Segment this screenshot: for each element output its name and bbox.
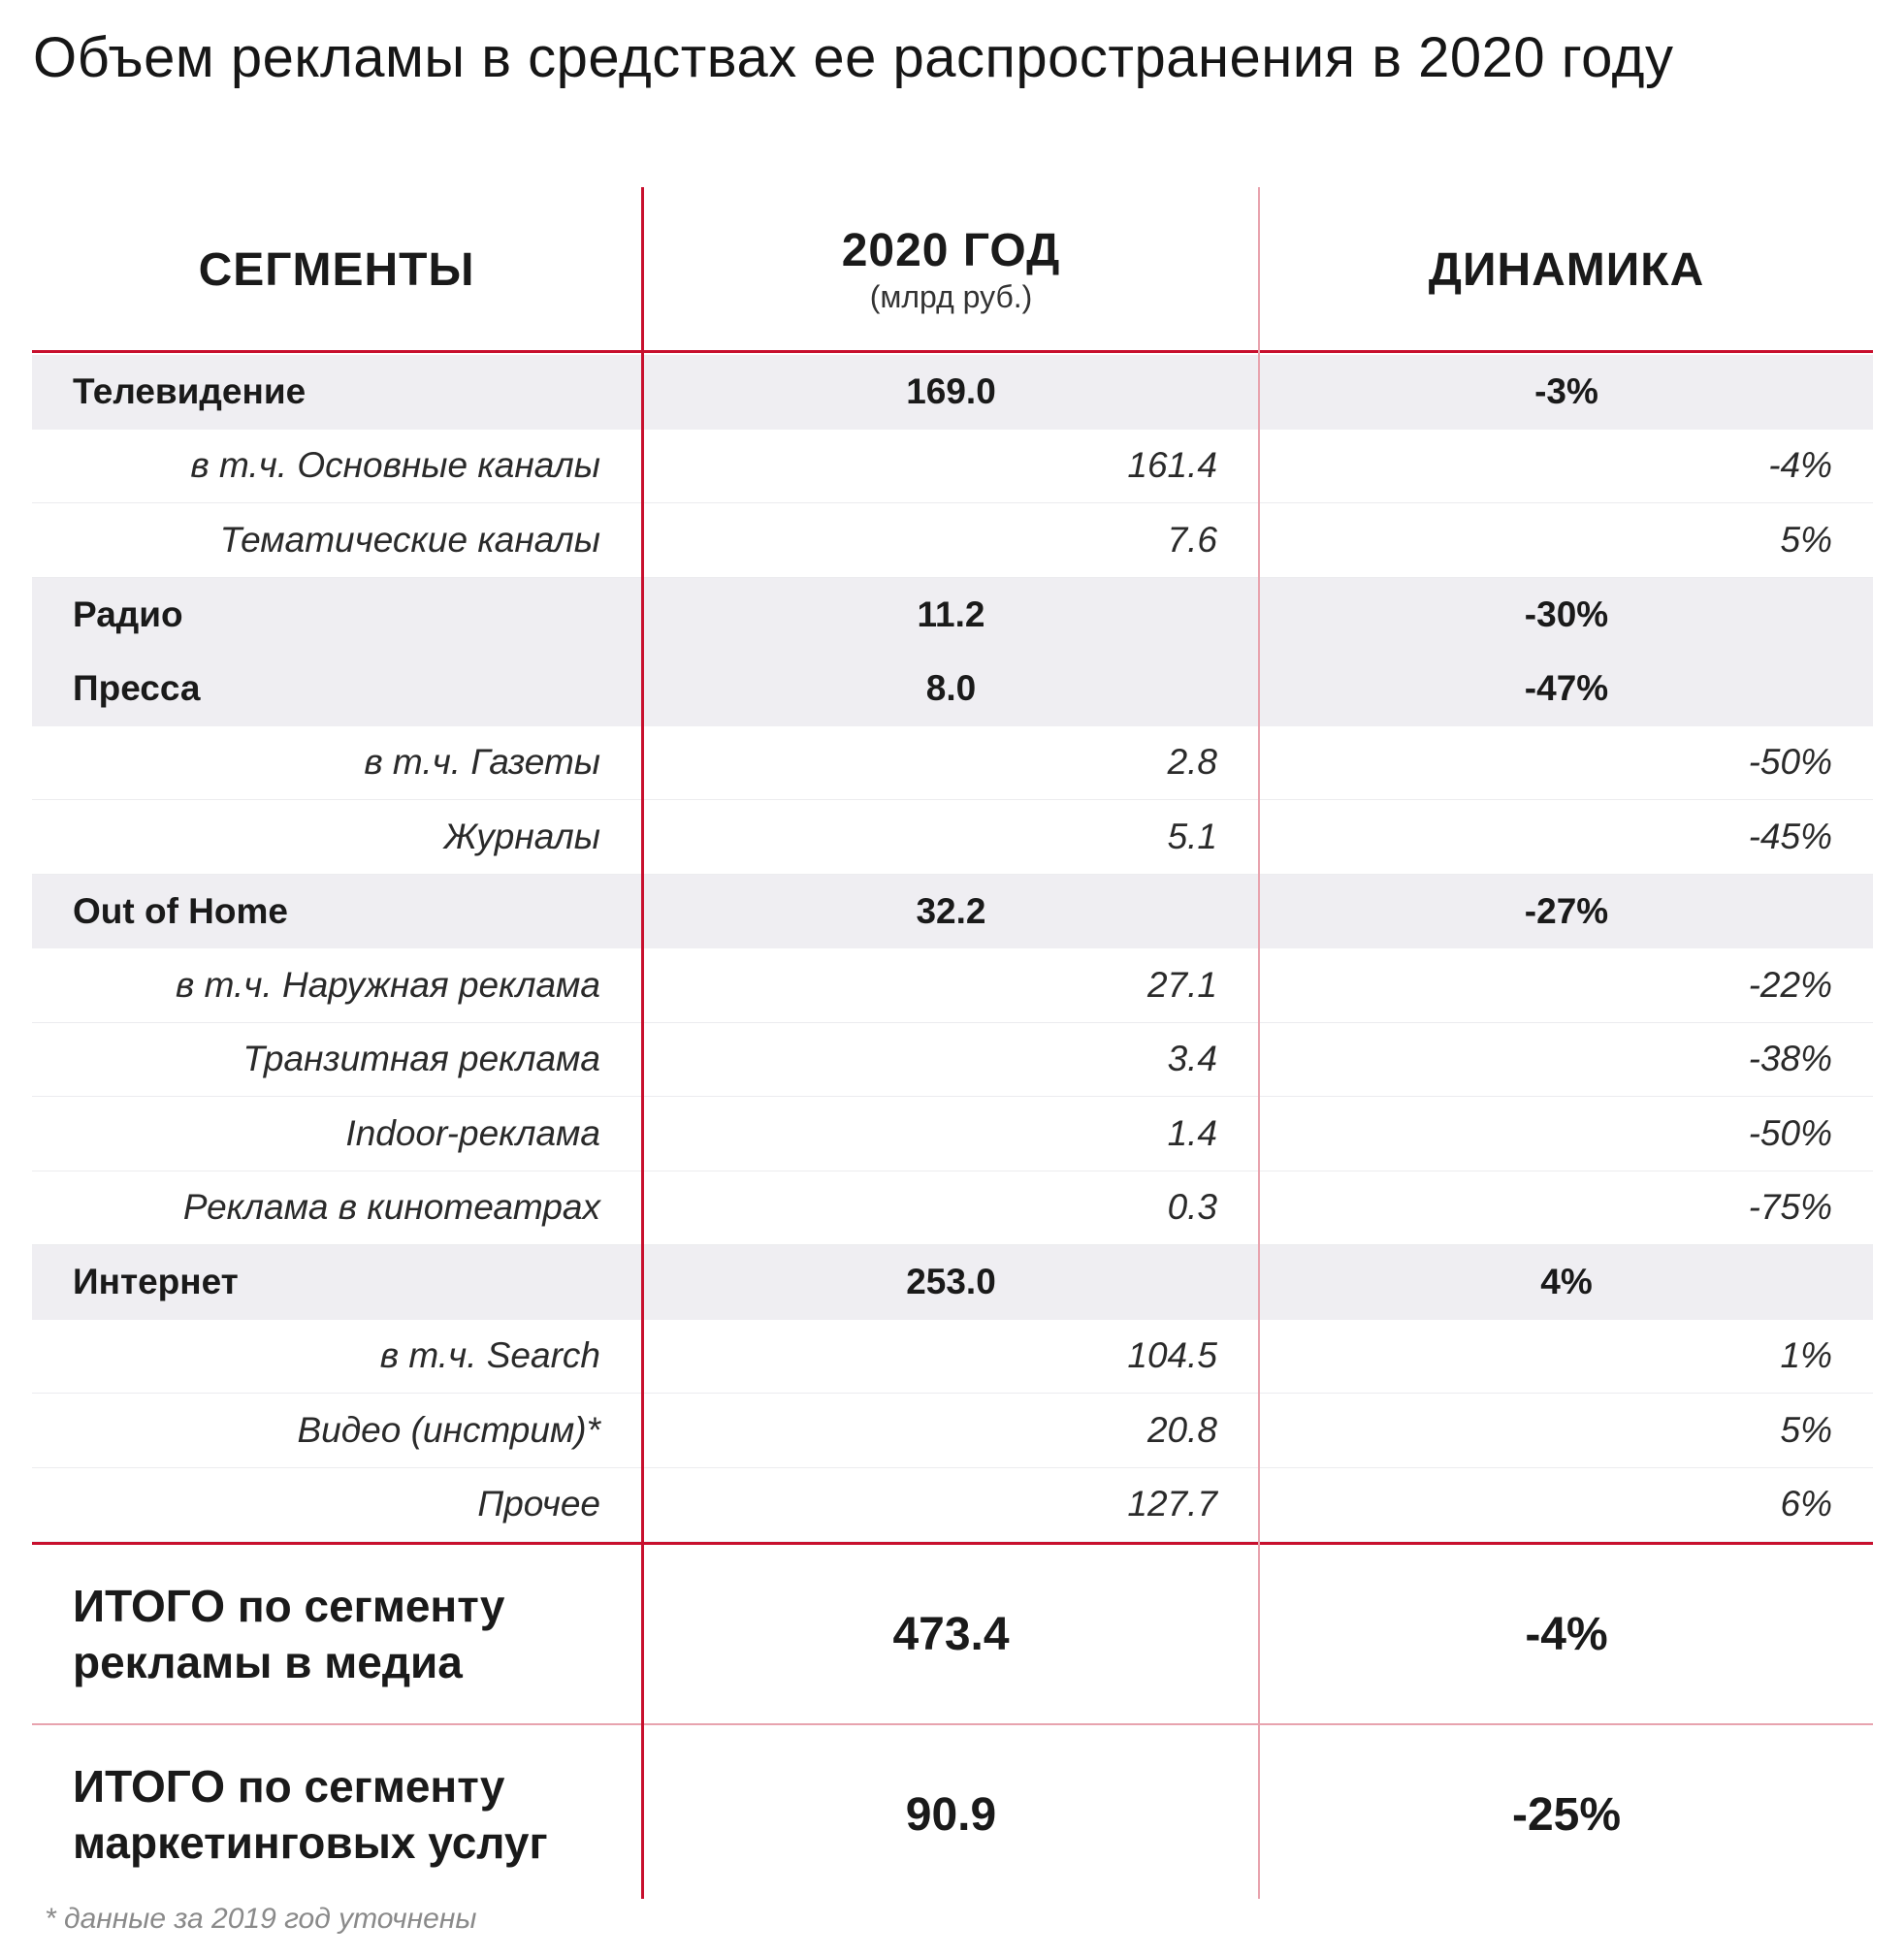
page-title: Объем рекламы в средствах ее распространения в 2020 году: [33, 26, 1674, 89]
row-label: Прочее: [477, 1484, 600, 1524]
row-value: 104.5: [1127, 1335, 1217, 1376]
header-year-unit: (млрд руб.): [869, 279, 1033, 314]
media-ad-table: [32, 187, 1873, 1894]
table-row-subsegment: [32, 1468, 1873, 1543]
row-value: 7.6: [1167, 519, 1217, 560]
row-label: Пресса: [73, 668, 201, 709]
row-value: 3.4: [1167, 1039, 1217, 1079]
row-dynamics: -38%: [1748, 1039, 1832, 1079]
total-row-marketing: [32, 1725, 1873, 1904]
row-label: Журналы: [443, 816, 600, 856]
row-dynamics: 1%: [1780, 1335, 1832, 1376]
row-value: 8.0: [925, 668, 977, 709]
row-label: Тематические каналы: [219, 519, 600, 560]
table-row-segment: [32, 875, 1873, 949]
total-media-value: 473.4: [892, 1608, 1010, 1660]
total-row-media: [32, 1545, 1873, 1723]
table-row-subsegment: [32, 726, 1873, 801]
total-marketing-label-line1: ИТОГО по сегменту: [73, 1761, 505, 1812]
row-dynamics: -75%: [1748, 1187, 1832, 1228]
row-dynamics: -4%: [1768, 445, 1832, 486]
table-row-subsegment: [32, 1171, 1873, 1246]
row-dynamics: -27%: [1524, 890, 1609, 931]
row-value: 253.0: [906, 1262, 996, 1302]
total-marketing-dynamics: -25%: [1511, 1788, 1622, 1841]
row-dynamics: -30%: [1524, 594, 1609, 634]
row-value: 0.3: [1167, 1187, 1217, 1228]
row-value: 32.2: [916, 890, 986, 931]
header-segments: [32, 187, 641, 352]
row-label: Indoor-реклама: [345, 1112, 600, 1153]
row-label: в т.ч. Основные каналы: [190, 445, 600, 486]
row-value: 5.1: [1167, 816, 1217, 856]
row-dynamics: -45%: [1748, 816, 1832, 856]
header-year-label: 2020 ГОД: [841, 225, 1061, 276]
total-media-label-line2: рекламы в медиа: [73, 1637, 463, 1687]
row-dynamics: 4%: [1540, 1262, 1593, 1302]
row-dynamics: 5%: [1780, 519, 1832, 560]
table-header: [32, 187, 1873, 352]
row-value: 20.8: [1146, 1409, 1217, 1450]
table-row-segment: [32, 1245, 1873, 1320]
header-year: [644, 187, 1258, 352]
header-divider: [32, 350, 1873, 353]
row-label: Радио: [73, 594, 183, 634]
column-divider-pink: [1258, 187, 1260, 1899]
row-value: 11.2: [917, 594, 985, 634]
total-media-dynamics: -4%: [1525, 1608, 1608, 1660]
row-label: Видео (инстрим)*: [297, 1409, 600, 1450]
row-label: Out of Home: [73, 890, 288, 931]
footnote: * данные за 2019 год уточнены: [45, 1903, 477, 1935]
row-dynamics: 6%: [1780, 1484, 1832, 1524]
row-dynamics: -50%: [1748, 1112, 1832, 1153]
total-media-label-line1: ИТОГО по сегменту: [73, 1581, 505, 1631]
row-value: 1.4: [1167, 1112, 1217, 1153]
table-row-subsegment: [32, 1394, 1873, 1468]
table-body: [32, 355, 1873, 1542]
total-media-label: [73, 1545, 635, 1723]
row-dynamics: 5%: [1780, 1409, 1832, 1450]
table-row-subsegment: [32, 430, 1873, 504]
row-label: в т.ч. Search: [379, 1335, 600, 1376]
table-row-segment: [32, 652, 1873, 726]
column-divider-red: [641, 187, 644, 1899]
total-marketing-label: [73, 1725, 635, 1904]
table-row-subsegment: [32, 948, 1873, 1023]
row-value: 169.0: [906, 371, 996, 412]
row-value: 161.4: [1127, 445, 1217, 486]
row-label: Реклама в кинотеатрах: [182, 1187, 600, 1228]
table-row-subsegment: [32, 1097, 1873, 1171]
table-row-segment: [32, 578, 1873, 653]
row-dynamics: -50%: [1748, 742, 1832, 783]
table-row-subsegment: [32, 1023, 1873, 1098]
row-dynamics: -22%: [1748, 964, 1832, 1005]
total-marketing-label-line2: маркетинговых услуг: [73, 1817, 548, 1868]
row-dynamics: -3%: [1534, 371, 1598, 412]
table-row-subsegment: [32, 503, 1873, 578]
row-label: в т.ч. Газеты: [364, 742, 600, 783]
row-label: Интернет: [73, 1262, 239, 1302]
row-value: 27.1: [1146, 964, 1217, 1005]
row-label: Транзитная реклама: [242, 1039, 600, 1079]
row-value: 127.7: [1127, 1484, 1217, 1524]
total-marketing-value: 90.9: [905, 1788, 997, 1841]
header-segments-label: СЕГМЕНТЫ: [198, 243, 475, 296]
table-row-segment: [32, 355, 1873, 430]
header-dynamics: [1260, 187, 1873, 352]
header-dynamics-label: ДИНАМИКА: [1428, 243, 1705, 296]
row-label: Телевидение: [73, 371, 307, 412]
table-row-subsegment: [32, 800, 1873, 875]
row-dynamics: -47%: [1524, 668, 1609, 709]
table-row-subsegment: [32, 1320, 1873, 1395]
row-value: 2.8: [1167, 742, 1217, 783]
row-label: в т.ч. Наружная реклама: [175, 964, 600, 1005]
